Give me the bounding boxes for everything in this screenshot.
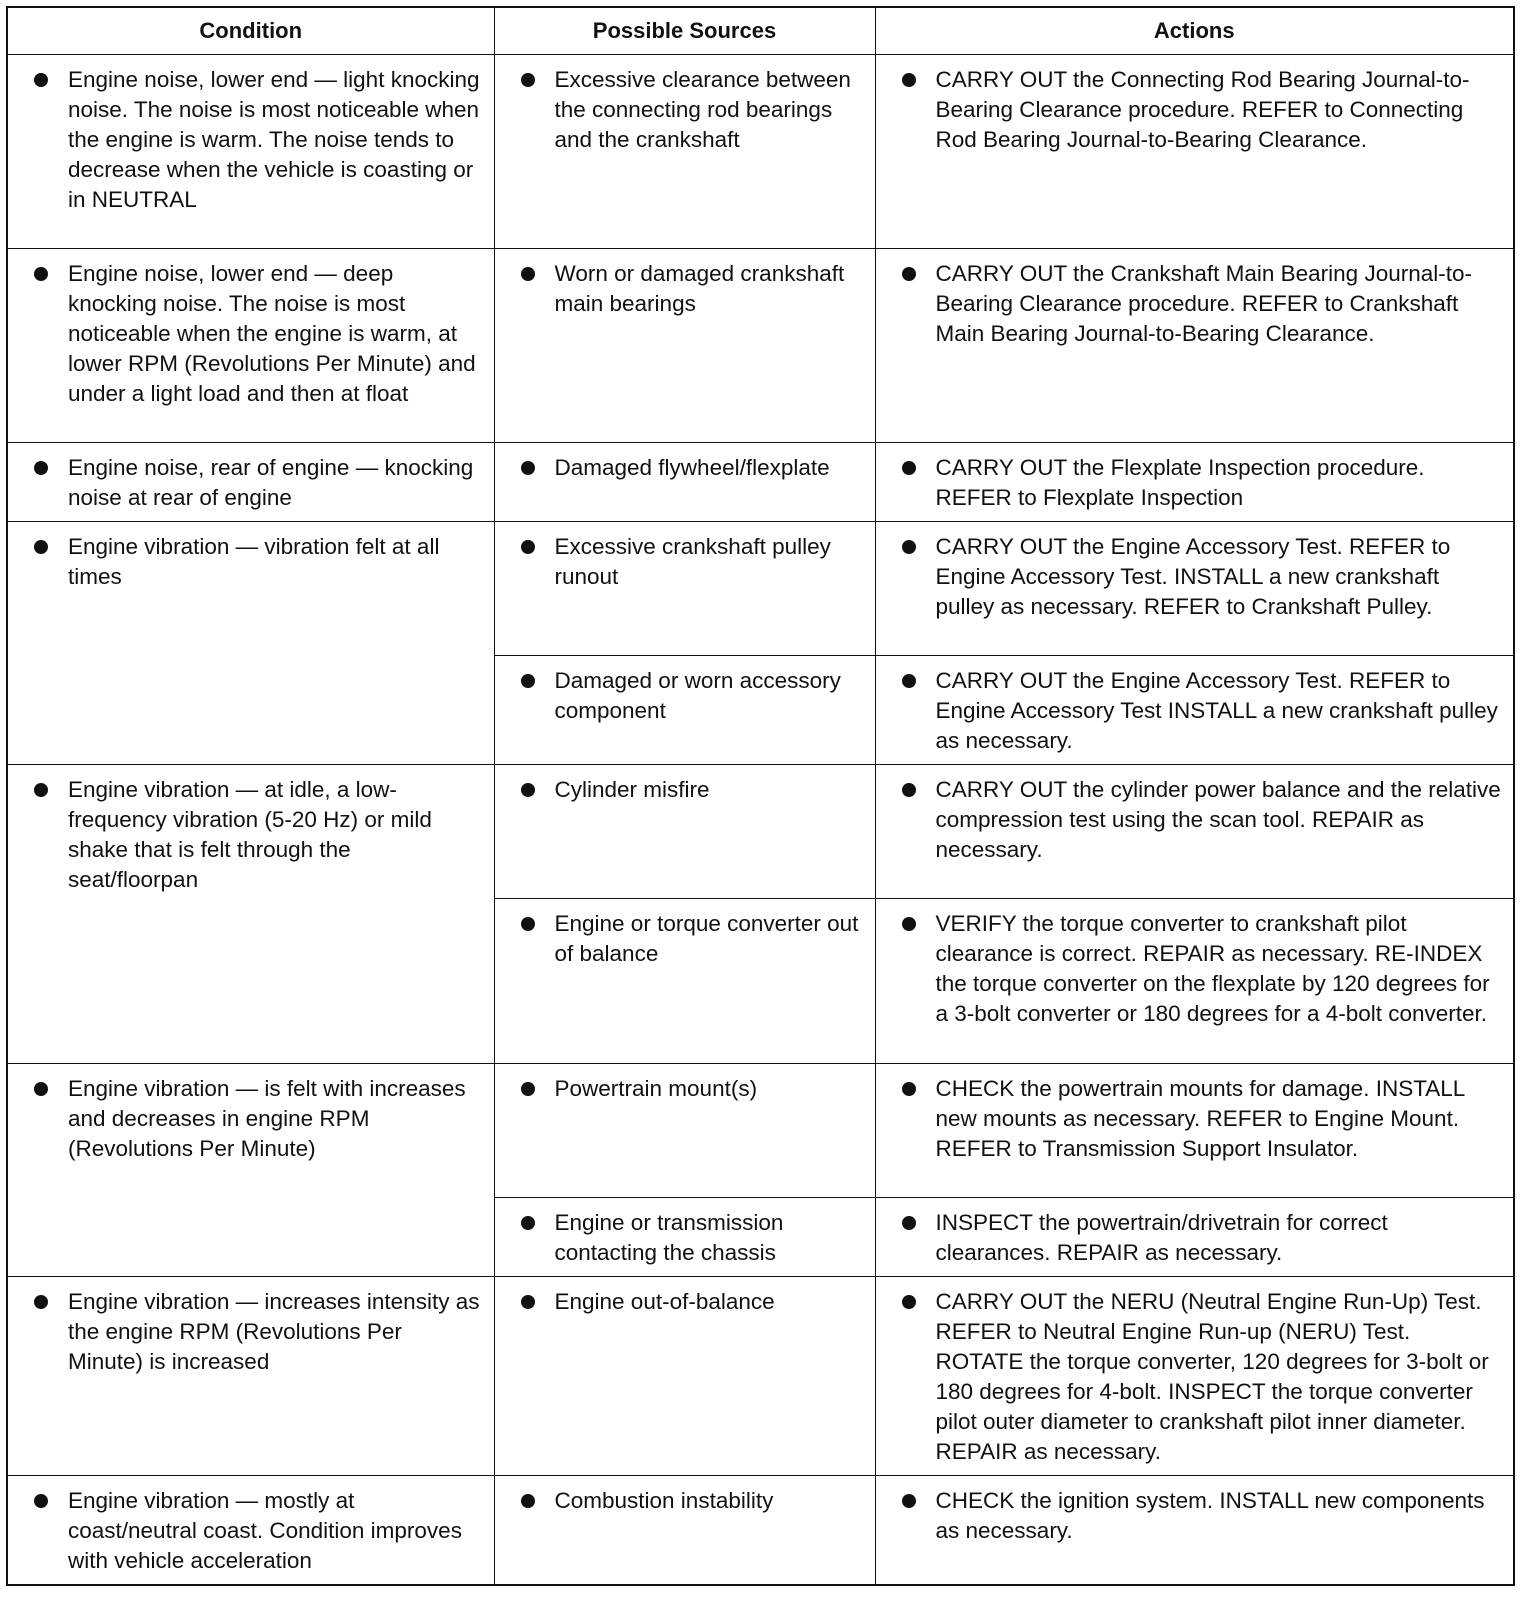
action-cell	[875, 899, 1514, 1064]
bullet-icon	[902, 1494, 916, 1508]
source-cell	[494, 522, 875, 656]
bullet-icon	[34, 461, 48, 475]
table-row	[7, 522, 1514, 656]
source-cell	[494, 656, 875, 765]
bullet-icon	[34, 1295, 48, 1309]
condition-cell	[7, 55, 494, 249]
table-row	[7, 765, 1514, 899]
bullet-icon	[34, 267, 48, 281]
condition-text: Engine vibration — vibration felt at all times	[68, 534, 440, 589]
condition-bullet-item	[34, 1486, 482, 1576]
bullet-icon	[34, 1082, 48, 1096]
header-actions: Actions	[875, 7, 1514, 55]
table-header-row	[7, 7, 1514, 55]
source-text: Excessive crankshaft pulley runout	[554, 534, 831, 589]
condition-cell	[7, 1064, 494, 1277]
bullet-icon	[521, 674, 535, 688]
condition-cell	[7, 443, 494, 522]
bullet-icon	[521, 783, 535, 797]
condition-text: Engine vibration — mostly at coast/neutral coast. Condition improves with vehicle acceleration	[68, 1488, 462, 1573]
bullet-icon	[902, 73, 916, 87]
source-text: Engine out-of-balance	[554, 1289, 775, 1314]
table-row	[7, 1064, 1514, 1198]
condition-text: Engine noise, lower end — light knocking noise. The noise is most noticeable when the engine is warm. The noise tends to decrease when the vehicle is coasting or in NEUTRAL	[68, 67, 480, 212]
action-cell	[875, 765, 1514, 899]
condition-cell	[7, 765, 494, 1064]
bullet-icon	[521, 461, 535, 475]
source-bullet-item	[521, 1074, 863, 1104]
bullet-icon	[902, 1082, 916, 1096]
condition-text: Engine vibration — is felt with increases and decreases in engine RPM (Revolutions Per Minute)	[68, 1076, 466, 1161]
bullet-icon	[521, 73, 535, 87]
condition-cell	[7, 1476, 494, 1586]
condition-bullet-item	[34, 1287, 482, 1377]
bullet-icon	[521, 540, 535, 554]
action-text: CARRY OUT the Flexplate Inspection procedure. REFER to Flexplate Inspection	[935, 455, 1425, 510]
source-text: Cylinder misfire	[554, 777, 710, 802]
bullet-icon	[521, 917, 535, 931]
table-row	[7, 443, 1514, 522]
header-condition: Condition	[7, 7, 494, 55]
table-row	[7, 1476, 1514, 1586]
source-bullet-item	[521, 1287, 863, 1317]
condition-text: Engine vibration — at idle, a low-frequency vibration (5-20 Hz) or mild shake that is felt through the seat/floorpan	[68, 777, 432, 892]
table-row	[7, 249, 1514, 443]
source-cell	[494, 1064, 875, 1198]
bullet-icon	[521, 1494, 535, 1508]
action-text: CARRY OUT the Engine Accessory Test. REFER to Engine Accessory Test INSTALL a new crankshaft pulley as necessary.	[935, 668, 1498, 753]
action-cell	[875, 656, 1514, 765]
action-text: INSPECT the powertrain/drivetrain for correct clearances. REPAIR as necessary.	[935, 1210, 1388, 1265]
condition-cell	[7, 522, 494, 765]
bullet-icon	[902, 674, 916, 688]
action-bullet-item	[902, 65, 1502, 155]
symptom-diagnosis-table	[6, 6, 1515, 1586]
source-bullet-item	[521, 532, 863, 592]
action-bullet-item	[902, 1208, 1502, 1268]
source-cell	[494, 55, 875, 249]
condition-text: Engine noise, lower end — deep knocking noise. The noise is most noticeable when the engine is warm, at lower RPM (Revolutions Per Minute) and under a light load and then at float	[68, 261, 476, 406]
action-cell	[875, 1198, 1514, 1277]
condition-bullet-item	[34, 453, 482, 513]
action-text: CARRY OUT the Engine Accessory Test. REFER to Engine Accessory Test. INSTALL a new crankshaft pulley as necessary. REFER to Crankshaft Pulley.	[935, 534, 1451, 619]
source-text: Powertrain mount(s)	[554, 1076, 758, 1101]
bullet-icon	[34, 540, 48, 554]
action-cell	[875, 1277, 1514, 1476]
bullet-icon	[521, 267, 535, 281]
bullet-icon	[902, 540, 916, 554]
bullet-icon	[902, 783, 916, 797]
bullet-icon	[34, 73, 48, 87]
condition-bullet-item	[34, 259, 482, 409]
action-text: CHECK the ignition system. INSTALL new components as necessary.	[935, 1488, 1485, 1543]
action-cell	[875, 55, 1514, 249]
source-cell	[494, 249, 875, 443]
action-bullet-item	[902, 532, 1502, 622]
diagnosis-table-container	[6, 6, 1513, 1586]
source-bullet-item	[521, 259, 863, 319]
action-text: CARRY OUT the NERU (Neutral Engine Run-Up) Test. REFER to Neutral Engine Run-up (NERU) Test. ROTATE the torque converter, 120 degrees for 3-bolt or 180 degrees for 4-bolt. INSPECT the torque converter pilot outer diameter to crankshaft pilot inner diameter. REPAIR as necessary.	[935, 1289, 1489, 1464]
condition-text: Engine noise, rear of engine — knocking noise at rear of engine	[68, 455, 474, 510]
action-text: CHECK the powertrain mounts for damage. INSTALL new mounts as necessary. REFER to Engine Mount. REFER to Transmission Support Insulator.	[935, 1076, 1465, 1161]
action-bullet-item	[902, 1486, 1502, 1546]
table-body	[7, 55, 1514, 1586]
action-cell	[875, 1476, 1514, 1586]
source-cell	[494, 1277, 875, 1476]
source-bullet-item	[521, 775, 863, 805]
bullet-icon	[902, 461, 916, 475]
source-text: Damaged flywheel/flexplate	[554, 455, 830, 480]
action-bullet-item	[902, 775, 1502, 865]
action-bullet-item	[902, 666, 1502, 756]
bullet-icon	[902, 267, 916, 281]
bullet-icon	[902, 1295, 916, 1309]
action-cell	[875, 1064, 1514, 1198]
bullet-icon	[521, 1082, 535, 1096]
bullet-icon	[521, 1295, 535, 1309]
action-cell	[875, 522, 1514, 656]
action-text: CARRY OUT the Connecting Rod Bearing Journal-to-Bearing Clearance procedure. REFER to Connecting Rod Bearing Journal-to-Bearing Clearance.	[935, 67, 1470, 152]
bullet-icon	[902, 917, 916, 931]
condition-text: Engine vibration — increases intensity as the engine RPM (Revolutions Per Minute) is increased	[68, 1289, 480, 1374]
source-bullet-item	[521, 666, 863, 726]
condition-bullet-item	[34, 775, 482, 895]
condition-bullet-item	[34, 65, 482, 215]
condition-cell	[7, 1277, 494, 1476]
source-text: Damaged or worn accessory component	[554, 668, 841, 723]
action-cell	[875, 443, 1514, 522]
source-text: Excessive clearance between the connecting rod bearings and the crankshaft	[554, 67, 851, 152]
action-bullet-item	[902, 453, 1502, 513]
source-bullet-item	[521, 1486, 863, 1516]
source-cell	[494, 443, 875, 522]
source-bullet-item	[521, 65, 863, 155]
header-possible-sources: Possible Sources	[494, 7, 875, 55]
source-cell	[494, 1476, 875, 1586]
condition-cell	[7, 249, 494, 443]
action-bullet-item	[902, 1287, 1502, 1467]
table-row	[7, 1277, 1514, 1476]
condition-bullet-item	[34, 1074, 482, 1164]
source-bullet-item	[521, 909, 863, 969]
action-text: CARRY OUT the cylinder power balance and the relative compression test using the scan tool. REPAIR as necessary.	[935, 777, 1501, 862]
bullet-icon	[902, 1216, 916, 1230]
action-bullet-item	[902, 1074, 1502, 1164]
action-text: VERIFY the torque converter to crankshaft pilot clearance is correct. REPAIR as necessary. RE-INDEX the torque converter on the flexplate by 120 degrees for a 3-bolt converter or 180 degrees for a 4-bolt converter.	[935, 911, 1490, 1026]
table-row	[7, 55, 1514, 249]
action-bullet-item	[902, 909, 1502, 1029]
source-text: Engine or transmission contacting the chassis	[554, 1210, 784, 1265]
source-text: Worn or damaged crankshaft main bearings	[554, 261, 845, 316]
bullet-icon	[34, 1494, 48, 1508]
source-cell	[494, 899, 875, 1064]
source-cell	[494, 1198, 875, 1277]
source-text: Engine or torque converter out of balance	[554, 911, 859, 966]
bullet-icon	[34, 783, 48, 797]
source-bullet-item	[521, 1208, 863, 1268]
condition-bullet-item	[34, 532, 482, 592]
action-cell	[875, 249, 1514, 443]
source-bullet-item	[521, 453, 863, 483]
action-bullet-item	[902, 259, 1502, 349]
source-cell	[494, 765, 875, 899]
source-text: Combustion instability	[554, 1488, 774, 1513]
action-text: CARRY OUT the Crankshaft Main Bearing Journal-to-Bearing Clearance procedure. REFER to Crankshaft Main Bearing Journal-to-Bearing Clearance.	[935, 261, 1472, 346]
bullet-icon	[521, 1216, 535, 1230]
